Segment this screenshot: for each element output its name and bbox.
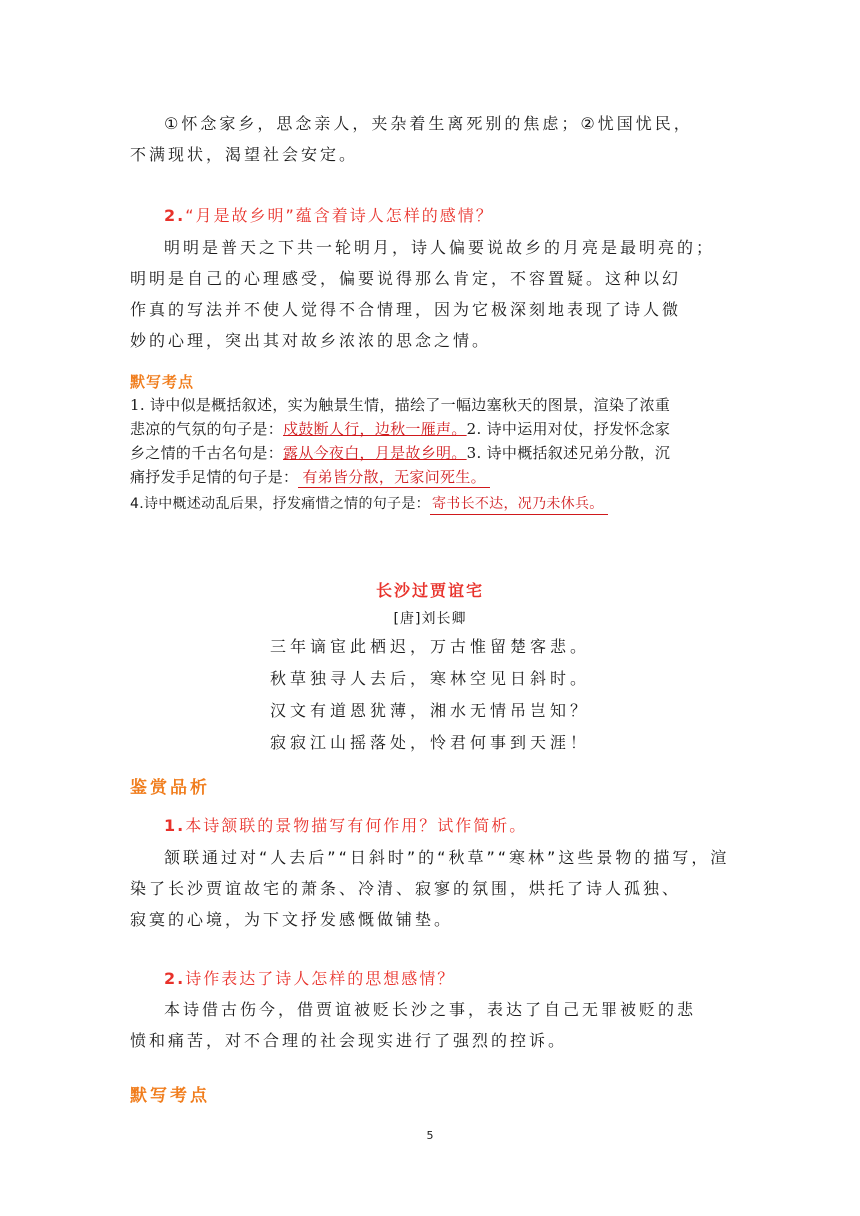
question-number: 2. [164, 969, 186, 988]
text-line: 不满现状，渴望社会安定。 [130, 145, 359, 164]
answer-paragraph-3 [130, 842, 730, 935]
text-line: 作真的写法并不使人觉得不合情理，因为它极深刻地表现了诗人微 [130, 300, 682, 319]
text-line: 本诗借古伤今，借贾谊被贬长沙之事，表达了自己无罪被贬的悲 [164, 1000, 697, 1019]
text-fragment: 3. 诗中概括叙述兄弟分散，沉 [466, 444, 671, 462]
question-2b [164, 964, 764, 994]
text-line: 明明是自己的心理感受，偏要说得那么肯定，不容置疑。这种以幻 [130, 269, 682, 288]
section-heading-appreciation: 鉴赏品析 [130, 778, 210, 798]
answer-fill: 露从今夜白，月是故乡明。 [283, 444, 467, 462]
poem-body [0, 631, 860, 759]
text-line: 妙的心理，突出其对故乡浓浓的思念之情。 [130, 331, 492, 350]
question-number: 1. [164, 816, 186, 835]
page-number: 5 [426, 1129, 434, 1142]
poem-line: 三年谪宦此栖迟，万古惟留楚客悲。 [269, 637, 590, 656]
text-fragment: 痛抒发手足情的句子是： [130, 468, 299, 486]
section-heading-dictation: 默写考点 [130, 373, 195, 391]
text-line: 明明是普天之下共一轮明月，诗人偏要说故乡的月亮是最明亮的； [164, 238, 716, 257]
question-text: 本诗颔联的景物描写有何作用？试作简析。 [185, 816, 528, 835]
text-line: 染了长沙贾谊故宅的萧条、冷清、寂寥的氛围，烘托了诗人孤独、 [130, 879, 682, 898]
answer-paragraph-4 [130, 994, 730, 1056]
question-text: “月是故乡明”蕴含着诗人怎样的感情？ [185, 206, 494, 225]
poem-line: 寂寂江山摇落处，怜君何事到天涯！ [269, 733, 590, 752]
poem-title: 长沙过贾谊宅 [375, 581, 484, 600]
text-line: 1. 诗中似是概括叙述，实为触景生情，描绘了一幅边塞秋天的图景，渲染了浓重 [130, 396, 671, 414]
answer-fill: 寄书长不达，况乃未休兵。 [430, 494, 608, 515]
text-fragment: 2. 诗中运用对仗，抒发怀念家 [466, 420, 671, 438]
text-line: 愤和痛苦，对不合理的社会现实进行了强烈的控诉。 [130, 1031, 568, 1050]
text-line: 颔联通过对“人去后”“日斜时”的“秋草”“寒林”这些景物的描写，渲 [164, 848, 730, 867]
text-line: ①怀念家乡，思念亲人，夹杂着生离死别的焦虑；②忧国忧民， [164, 114, 693, 133]
poem-line: 秋草独寻人去后，寒林空见日斜时。 [269, 669, 590, 688]
text-fragment: 乡之情的千古名句是： [130, 444, 284, 462]
answer-paragraph-2 [130, 232, 730, 356]
question-2 [164, 201, 764, 231]
poem-line: 汉文有道恩犹薄，湘水无情吊岂知？ [269, 701, 590, 720]
question-1 [164, 811, 764, 841]
text-fragment: 悲凉的气氛的句子是： [130, 420, 284, 438]
answer-fill: 有弟皆分散，无家问死生。 [298, 467, 490, 488]
answer-fill: 戍鼓断人行，边秋一雁声。 [283, 420, 467, 438]
poem-author: [唐]刘长卿 [393, 611, 467, 627]
dictation-block [130, 393, 740, 516]
question-text: 诗作表达了诗人怎样的思想感情？ [185, 969, 456, 988]
answer-paragraph-1 [130, 108, 730, 170]
question-number: 2. [164, 206, 186, 225]
text-line: 寂寞的心境，为下文抒发感慨做铺垫。 [130, 910, 454, 929]
text-fragment: 4.诗中概述动乱后果，抒发痛惜之情的句子是： [130, 496, 430, 512]
section-heading-dictation-2: 默写考点 [130, 1086, 210, 1106]
